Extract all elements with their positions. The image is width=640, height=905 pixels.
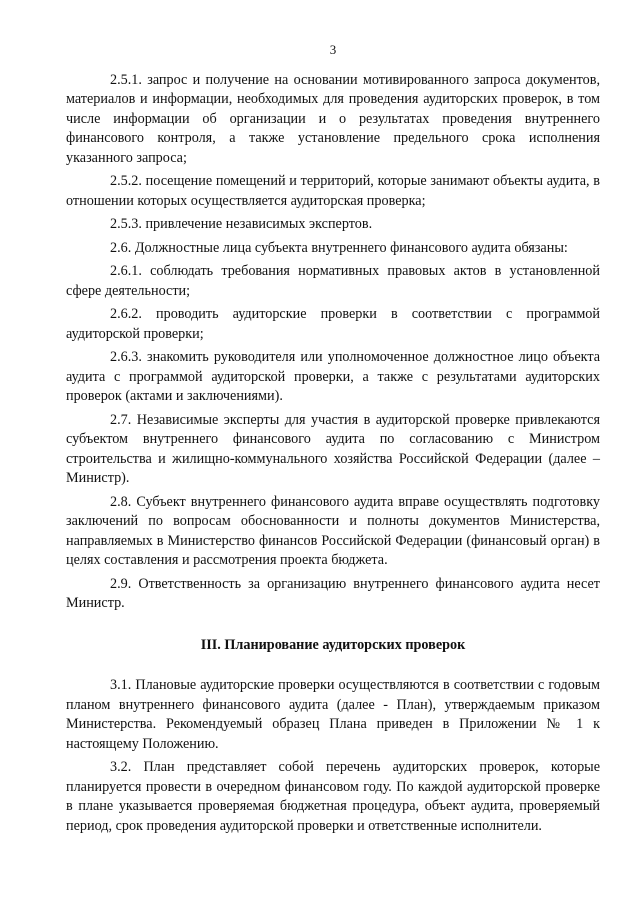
paragraph-3-1: 3.1. Плановые аудиторские проверки осуществляются в соответствии с годовым планом внутреннего финансового аудита (далее - План), утверждаемым приказом Министерства. Рекомендуемый образец Плана приведен в Приложении № 1 к настоящему Положению. bbox=[66, 677, 600, 752]
paragraph-3-2: 3.2. План представляет собой перечень аудиторских проверок, которые планируется провести в очередном финансовом году. По каждой аудиторской проверке в плане указывается проверяемая бюджетная процедура, объект аудита, проверяемый период, срок проведения аудиторской проверки и ответственные исполнители. bbox=[66, 759, 600, 834]
paragraph-2-5-3: 2.5.3. привлечение независимых экспертов. bbox=[110, 216, 373, 232]
page-number: 3 bbox=[329, 42, 337, 57]
paragraph-2-6: 2.6. Должностные лица субъекта внутреннего финансового аудита обязаны: bbox=[110, 239, 568, 256]
section-3-body bbox=[66, 676, 600, 836]
section-3-heading: III. Планирование аудиторских проверок bbox=[200, 636, 466, 653]
section-2-body bbox=[66, 71, 600, 614]
paragraph-2-5-2: 2.5.2. посещение помещений и территорий, которые занимают объекты аудита, в отношении которых осуществляется аудиторская проверка; bbox=[66, 173, 600, 209]
paragraph-2-8: 2.8. Субъект внутреннего финансового аудита вправе осуществлять подготовку заключений по вопросам обоснованности и полноты документов Министерства, направляемых в Министерство финансов Российской Федерации (финансовый орган) в целях составления и рассмотрения проекта бюджета. bbox=[66, 493, 600, 568]
paragraph-2-9: 2.9. Ответственность за организацию внутреннего финансового аудита несет Министр. bbox=[66, 575, 600, 611]
paragraph-2-6-2: 2.6.2. проводить аудиторские проверки в соответствии с программой аудиторской проверки; bbox=[66, 306, 600, 342]
paragraph-2-5-1: 2.5.1. запрос и получение на основании мотивированного запроса документов, материалов и информации, необходимых для проведения аудиторских проверок, в том числе информации об организации и о результатах проведения внутреннего финансового контроля, а также установление предельного срока исполнения указанного запроса; bbox=[66, 71, 600, 166]
paragraph-2-6-1: 2.6.1. соблюдать требования нормативных правовых актов в установленной сфере деятельности; bbox=[66, 263, 600, 299]
paragraph-2-7: 2.7. Независимые эксперты для участия в аудиторской проверке привлекаются субъектом внутреннего финансового аудита по согласованию с Министром строительства и жилищно-коммунального хозяйства Российской Федерации (далее – Министр). bbox=[66, 411, 600, 486]
paragraph-2-6-3: 2.6.3. знакомить руководителя или уполномоченное должностное лицо объекта аудита с программой аудиторской проверки, а также с результатами аудиторских проверок (актами и заключениями). bbox=[66, 349, 600, 404]
